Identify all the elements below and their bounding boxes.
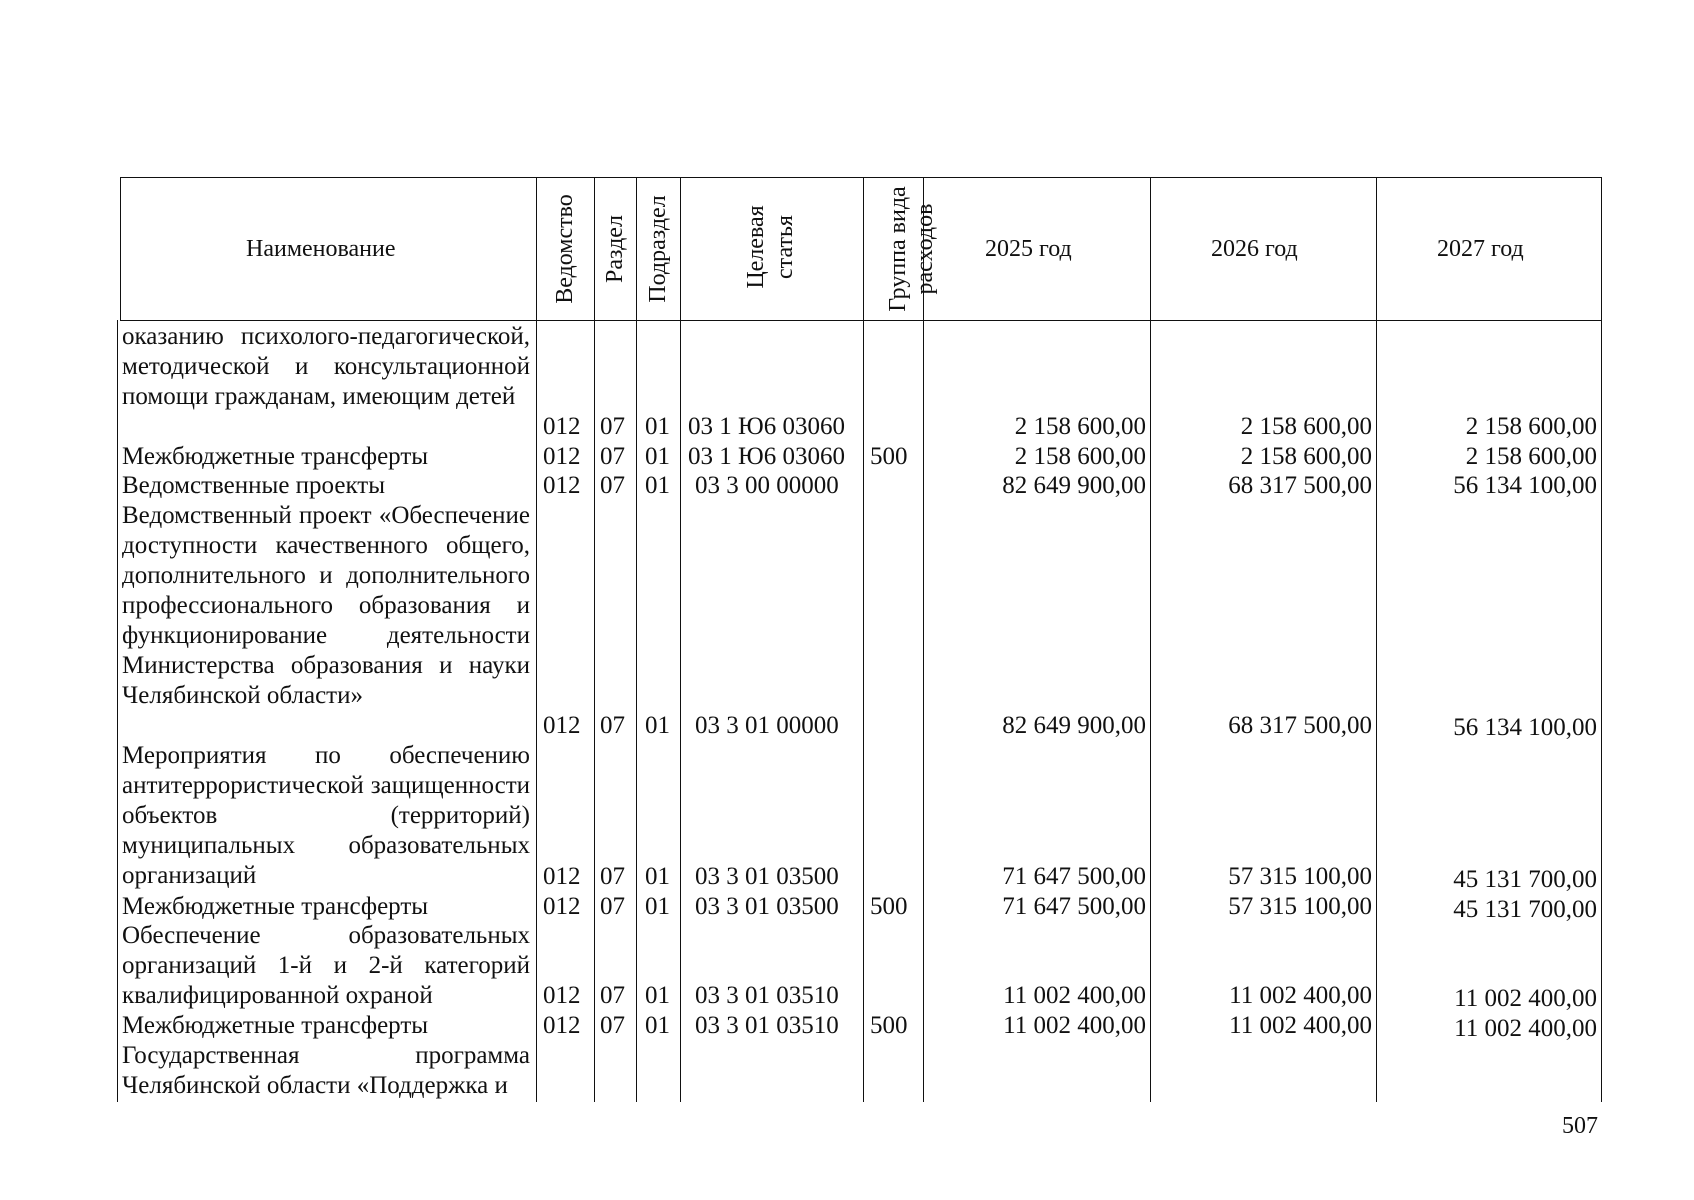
header-2026: 2026 год	[1211, 236, 1298, 262]
row-2027: 2 158 600,00	[1465, 413, 1597, 440]
row-2025: 71 647 500,00	[1002, 893, 1146, 920]
col-border-left-body	[117, 320, 118, 1102]
row-ved: 012	[543, 1012, 581, 1039]
row-2027: 45 131 700,00	[1453, 866, 1597, 893]
row-raz: 07	[600, 413, 625, 440]
row-raz: 07	[600, 1012, 625, 1039]
row-raz: 07	[600, 712, 625, 739]
row-2027: 11 002 400,00	[1454, 1015, 1597, 1042]
col-border-pod	[680, 177, 681, 1102]
col-border-2025	[1150, 177, 1151, 1102]
row-ved: 012	[543, 413, 581, 440]
row-2027: 56 134 100,00	[1453, 714, 1597, 741]
row-raz: 07	[600, 893, 625, 920]
col-border-left	[120, 177, 121, 321]
row-2026: 68 317 500,00	[1228, 712, 1372, 739]
row-2026: 11 002 400,00	[1229, 1012, 1372, 1039]
row-ved: 012	[543, 443, 581, 470]
row-pod: 01	[645, 712, 670, 739]
row-grp: 500	[870, 893, 908, 920]
header-celevaya-line2: статья	[772, 215, 798, 279]
row-ved: 012	[543, 982, 581, 1009]
header-name: Наименование	[246, 236, 396, 262]
header-razdel: Раздел	[602, 215, 628, 283]
row-2025: 71 647 500,00	[1002, 863, 1146, 890]
row-ved: 012	[543, 712, 581, 739]
header-bottom-border	[120, 320, 1602, 321]
row-2026: 2 158 600,00	[1240, 413, 1372, 440]
row-name: Государственная программа Челябинской области «Поддержка и	[122, 1042, 530, 1099]
page-number: 507	[1562, 1113, 1598, 1139]
row-cel: 03 3 01 03510	[695, 1012, 839, 1039]
row-pod: 01	[645, 413, 670, 440]
row-raz: 07	[600, 863, 625, 890]
row-raz: 07	[600, 982, 625, 1009]
row-raz: 07	[600, 443, 625, 470]
row-2026: 68 317 500,00	[1228, 472, 1372, 499]
row-2026: 57 315 100,00	[1228, 863, 1372, 890]
row-2025: 82 649 900,00	[1002, 712, 1146, 739]
header-podrazdel: Подраздел	[645, 195, 671, 303]
row-pod: 01	[645, 863, 670, 890]
row-pod: 01	[645, 982, 670, 1009]
header-vedomstvo: Ведомство	[552, 194, 578, 304]
row-cel: 03 3 01 03500	[695, 893, 839, 920]
col-border-raz	[636, 177, 637, 1102]
row-ved: 012	[543, 863, 581, 890]
row-cel: 03 3 01 00000	[695, 712, 839, 739]
row-2025: 2 158 600,00	[1014, 443, 1146, 470]
header-2027: 2027 год	[1437, 236, 1524, 262]
row-2026: 57 315 100,00	[1228, 893, 1372, 920]
header-2025: 2025 год	[985, 236, 1072, 262]
row-name: Ведомственный проект «Обеспечение доступности качественного общего, дополнительного и дополнительного профессионального образования и функционирование деятельности Министерства образования и науки Челябинской области»	[122, 502, 530, 709]
header-celevaya-line1: Целевая	[743, 205, 769, 289]
row-2027: 45 131 700,00	[1453, 896, 1597, 923]
row-name: Межбюджетные трансферты	[122, 443, 429, 470]
row-grp: 500	[870, 443, 908, 470]
row-2026: 2 158 600,00	[1240, 443, 1372, 470]
row-pod: 01	[645, 1012, 670, 1039]
row-ved: 012	[543, 472, 581, 499]
row-ved: 012	[543, 893, 581, 920]
row-2026: 11 002 400,00	[1229, 982, 1372, 1009]
col-border-name	[536, 177, 537, 1102]
row-name: Межбюджетные трансферты	[122, 1012, 429, 1039]
row-name: Мероприятия по обеспечению антитеррористической защищенности объектов (территорий) муниципальных образовательных организаций	[122, 742, 530, 889]
row-name: Межбюджетные трансферты	[122, 893, 429, 920]
header-gruppa-line2: расходов	[912, 203, 938, 295]
row-cel: 03 1 Ю6 03060	[688, 443, 845, 470]
col-border-ved	[594, 177, 595, 1102]
row-grp: 500	[870, 1012, 908, 1039]
row-cel: 03 3 01 03500	[695, 863, 839, 890]
row-pod: 01	[645, 472, 670, 499]
col-border-right	[1601, 177, 1602, 1102]
row-cel: 03 3 00 00000	[695, 472, 839, 499]
row-2027: 11 002 400,00	[1454, 985, 1597, 1012]
row-cel: 03 3 01 03510	[695, 982, 839, 1009]
row-2025: 11 002 400,00	[1003, 1012, 1146, 1039]
row-name: оказанию психолого-педагогической, методической и консультационной помощи гражданам, имеющим детей	[122, 323, 530, 410]
col-border-cel	[863, 177, 864, 1102]
row-2025: 82 649 900,00	[1002, 472, 1146, 499]
header-gruppa-line1: Группа вида	[885, 186, 911, 312]
row-2027: 56 134 100,00	[1453, 472, 1597, 499]
row-2025: 11 002 400,00	[1003, 982, 1146, 1009]
row-2025: 2 158 600,00	[1014, 413, 1146, 440]
row-pod: 01	[645, 443, 670, 470]
col-border-2026	[1376, 177, 1377, 1102]
row-pod: 01	[645, 893, 670, 920]
row-cel: 03 1 Ю6 03060	[688, 413, 845, 440]
row-name: Ведомственные проекты	[122, 472, 386, 499]
table-top-border	[120, 177, 1602, 178]
row-raz: 07	[600, 472, 625, 499]
row-name: Обеспечение образовательных организаций 1-й и 2-й категорий квалифицированной охраной	[122, 922, 530, 1009]
row-2027: 2 158 600,00	[1465, 443, 1597, 470]
